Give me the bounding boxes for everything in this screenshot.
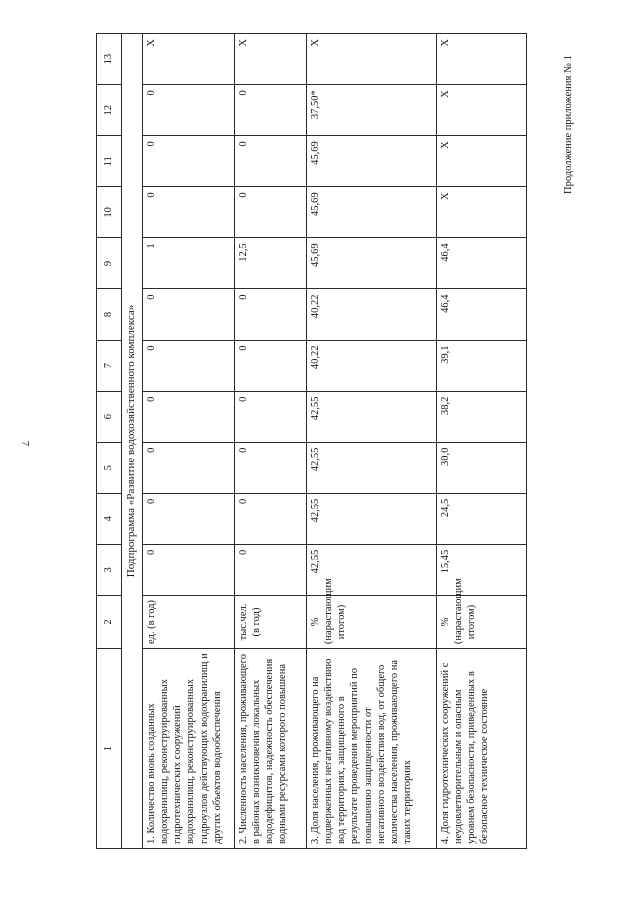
value-cell: 42,55 [307,442,437,493]
indicator-name: 4. Доля гидротехнических сооружений с неудовлетворительным и опасным уровнем безопасности, приведенных в безопасное техническое состояние [437,649,527,849]
indicators-table [96,33,527,849]
subprogram-row [122,34,143,849]
col-header: 7 [97,340,122,391]
value-cell: X [235,34,307,85]
col-header: 11 [97,136,122,187]
col-header: 12 [97,85,122,136]
table-row [235,34,307,849]
table-row [143,34,235,849]
table-row [307,34,437,849]
value-cell: 0 [235,544,307,595]
value-cell: 45,69 [307,238,437,289]
value-cell: 15,45 [437,544,527,595]
value-cell: X [437,85,527,136]
page-number: 7 [19,441,30,446]
value-cell: 0 [235,391,307,442]
value-cell: 0 [143,136,235,187]
value-cell: 40,22 [307,289,437,340]
col-header: 2 [97,595,122,648]
indicator-unit: % (нарастающим итогом) [437,595,527,648]
value-cell: 30,0 [437,442,527,493]
value-cell: X [437,34,527,85]
value-cell: 0 [143,340,235,391]
value-cell: 0 [235,136,307,187]
value-cell: 1 [143,238,235,289]
col-header: 13 [97,34,122,85]
value-cell: 12,5 [235,238,307,289]
value-cell: 38,2 [437,391,527,442]
value-cell: 42,55 [307,544,437,595]
value-cell: 0 [143,544,235,595]
value-cell: 0 [143,493,235,544]
value-cell: 0 [143,391,235,442]
subprogram-title: Подпрограмма «Развитие водохозяйственного комплекса» [122,34,143,849]
value-cell: 45,69 [307,136,437,187]
col-header: 5 [97,442,122,493]
value-cell: 0 [143,85,235,136]
value-cell: 0 [235,340,307,391]
value-cell: 0 [235,187,307,238]
value-cell: 45,69 [307,187,437,238]
appendix-label [563,55,577,194]
col-header: 9 [97,238,122,289]
value-cell: X [143,34,235,85]
value-cell: 0 [235,289,307,340]
value-cell: 39,1 [437,340,527,391]
col-header: 8 [97,289,122,340]
col-header: 1 [97,649,122,849]
col-header: 3 [97,544,122,595]
indicator-unit: % (нарастающим итогом) [307,595,437,648]
value-cell: X [307,34,437,85]
col-header: 4 [97,493,122,544]
value-cell: 46,4 [437,289,527,340]
value-cell: 0 [143,289,235,340]
indicator-name: 3. Доля населения, проживающего на подверженных негативному воздействию вод территориях, защищенного в результате проведения мероприятий по повышению защищенности от негативного воздействия вод, от общего количества населения, проживающего на таких территориях [307,649,437,849]
col-header: 10 [97,187,122,238]
indicator-unit: тыс.чел. (в год) [235,595,307,648]
value-cell: 46,4 [437,238,527,289]
value-cell: X [437,136,527,187]
indicator-name: 1. Количество вновь созданных водохранилищ, реконструированных гидротехнических сооружений водохранилищ, реконструированных гидроузлов действующих водохранилищ и других объектов водообеспечения [143,649,235,849]
col-header: 6 [97,391,122,442]
table-container [96,33,526,849]
value-cell: 37,50* [307,85,437,136]
value-cell: 40,22 [307,340,437,391]
value-cell: X [437,187,527,238]
value-cell: 0 [235,493,307,544]
indicator-name: 2. Численность населения, проживающего в районах возникновения локальных вододефицитов, надежность обеспечения водными ресурсами которого повышена [235,649,307,849]
header-row [97,34,122,849]
value-cell: 24,5 [437,493,527,544]
value-cell: 0 [143,187,235,238]
value-cell: 0 [235,442,307,493]
value-cell: 0 [143,442,235,493]
value-cell: 42,55 [307,391,437,442]
value-cell: 42,55 [307,493,437,544]
value-cell: 0 [235,85,307,136]
appendix-text: Продолжение приложения № 1 [563,55,574,194]
table-row [437,34,527,849]
indicator-unit: ед. (в год) [143,595,235,648]
